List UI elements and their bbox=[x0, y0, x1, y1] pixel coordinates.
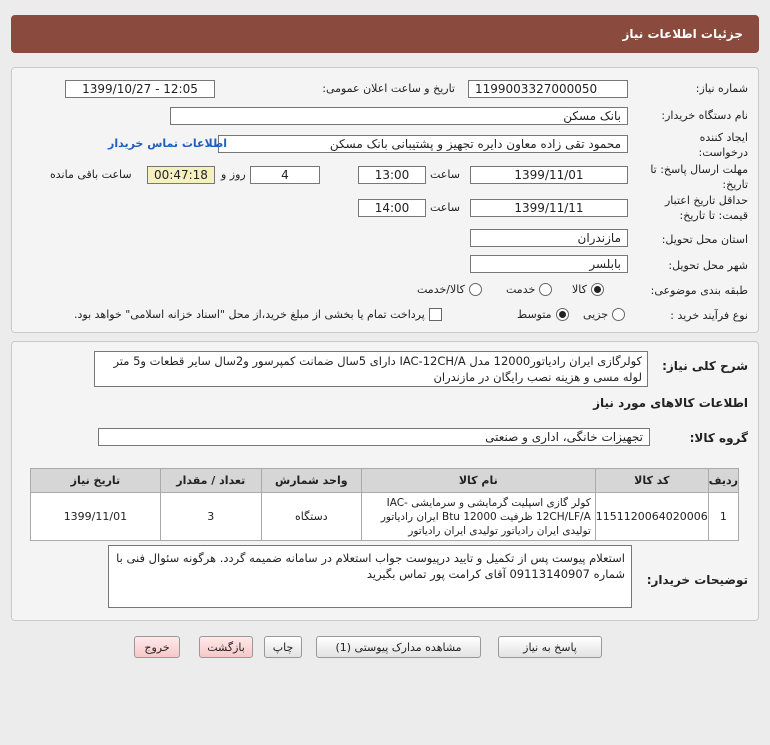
deadline-label: مهلت ارسال پاسخ: تا تاریخ: bbox=[650, 163, 748, 191]
summary-label: شرح کلی نیاز: bbox=[662, 359, 748, 373]
page-header bbox=[11, 15, 759, 53]
attachments-button[interactable]: مشاهده مدارک پیوستی (1) bbox=[316, 636, 481, 658]
remaining-label: ساعت باقی مانده bbox=[50, 168, 132, 181]
category-option-goods-service[interactable]: کالا/خدمت bbox=[417, 283, 482, 296]
contact-info-link[interactable]: اطلاعات تماس خریدار bbox=[108, 137, 228, 150]
summary-text: کولرگازی ایران رادیاتور12000 مدل IAC-12CH/A دارای 5سال ضمانت کمپرسور و2سال سایر قطعات و5 متر لوله مسی و هزینه نصب رایگان در مازندران bbox=[94, 351, 648, 387]
row-name: کولر گازی اسپلیت گرمایشی و سرمایشی IAC-12CH/LF/A ظرفیت 12000 Btu ایران رادیاتور تولیدی ایران رادیاتور تولیدی ایران رادیاتور bbox=[361, 493, 595, 541]
goods-table bbox=[30, 468, 739, 541]
checkbox-icon[interactable] bbox=[429, 308, 442, 321]
validity-label: حداقل تاریخ اعتبار قیمت: تا تاریخ: bbox=[664, 194, 748, 222]
radio-icon[interactable] bbox=[539, 283, 552, 296]
announce-field: 1399/10/27 - 12:05 bbox=[65, 80, 215, 98]
exit-button[interactable]: خروج bbox=[134, 636, 180, 658]
deadline-time-field: 13:00 bbox=[358, 166, 426, 184]
row-index: 1 bbox=[708, 493, 738, 541]
print-button[interactable]: چاپ bbox=[264, 636, 302, 658]
remaining-time-field: 00:47:18 bbox=[147, 166, 215, 184]
city-label: شهر محل تحویل: bbox=[668, 259, 748, 272]
category-option-goods[interactable]: کالا bbox=[572, 283, 604, 296]
page-title: جزئیات اطلاعات نیاز bbox=[622, 27, 743, 41]
radio-icon[interactable] bbox=[469, 283, 482, 296]
city-field: بابلسر bbox=[470, 255, 628, 273]
radio-checked-icon[interactable] bbox=[591, 283, 604, 296]
validity-time-label: ساعت bbox=[430, 201, 460, 214]
days-field: 4 bbox=[250, 166, 320, 184]
province-field: مازندران bbox=[470, 229, 628, 247]
validity-date-field: 1399/11/11 bbox=[470, 199, 628, 217]
row-unit: دستگاه bbox=[261, 493, 361, 541]
goods-group-field: تجهیزات خانگی، اداری و صنعتی bbox=[98, 428, 650, 446]
radio-checked-icon[interactable] bbox=[556, 308, 569, 321]
category-label: طبقه بندی موضوعی: bbox=[650, 284, 748, 297]
back-button[interactable]: بازگشت bbox=[199, 636, 253, 658]
creator-field: محمود تقی زاده معاون دایره تجهیز و پشتیبانی بانک مسکن bbox=[218, 135, 628, 153]
announce-label: تاریخ و ساعت اعلان عمومی: bbox=[322, 82, 455, 95]
row-quantity: 3 bbox=[160, 493, 261, 541]
need-number-label: شماره نیاز: bbox=[695, 82, 748, 95]
col-unit-header: واحد شمارش bbox=[261, 469, 361, 493]
col-index-header: ردیف bbox=[708, 469, 738, 493]
col-date-header: تاریخ نیاز bbox=[31, 469, 161, 493]
row-date: 1399/11/01 bbox=[31, 493, 161, 541]
goods-section-title: اطلاعات کالاهای مورد نیاز bbox=[593, 396, 748, 410]
deadline-time-label: ساعت bbox=[430, 168, 460, 181]
treasury-payment-option[interactable]: پرداخت تمام یا بخشی از مبلغ خرید،از محل "اسناد خزانه اسلامی" خواهد بود. bbox=[74, 308, 442, 321]
table-row[interactable] bbox=[31, 493, 739, 541]
table-header-row bbox=[31, 469, 739, 493]
row-code: 1151120064020006 bbox=[595, 493, 708, 541]
buyer-org-label: نام دستگاه خریدار: bbox=[661, 109, 748, 122]
creator-label: ایجاد کننده درخواست: bbox=[698, 131, 748, 159]
need-number-field: 1199003327000050 bbox=[468, 80, 628, 98]
process-option-medium[interactable]: متوسط bbox=[517, 308, 569, 321]
category-option-service[interactable]: خدمت bbox=[506, 283, 552, 296]
goods-group-label: گروه کالا: bbox=[689, 431, 748, 445]
deadline-date-field: 1399/11/01 bbox=[470, 166, 628, 184]
process-option-minor[interactable]: جزیی bbox=[583, 308, 625, 321]
buyer-org-field: بانک مسکن bbox=[170, 107, 628, 125]
col-quantity-header: تعداد / مقدار bbox=[160, 469, 261, 493]
reply-button[interactable]: پاسخ به نیاز bbox=[498, 636, 602, 658]
goods-table-wrapper bbox=[30, 468, 739, 541]
process-label: نوع فرآیند خرید : bbox=[670, 309, 748, 322]
buyer-notes-label: توضیحات خریدار: bbox=[646, 573, 748, 587]
radio-icon[interactable] bbox=[612, 308, 625, 321]
validity-time-field: 14:00 bbox=[358, 199, 426, 217]
province-label: استان محل تحویل: bbox=[661, 233, 748, 246]
col-code-header: کد کالا bbox=[595, 469, 708, 493]
buyer-notes-text: استعلام پیوست پس از تکمیل و تایید درپیوست جواب استعلام در سامانه ضمیمه گردد. هرگونه سئوال فنی با شماره 09113140907 آقای کرامت پور تماس بگیرید bbox=[108, 545, 632, 608]
days-label: روز و bbox=[221, 168, 246, 181]
col-name-header: نام کالا bbox=[361, 469, 595, 493]
